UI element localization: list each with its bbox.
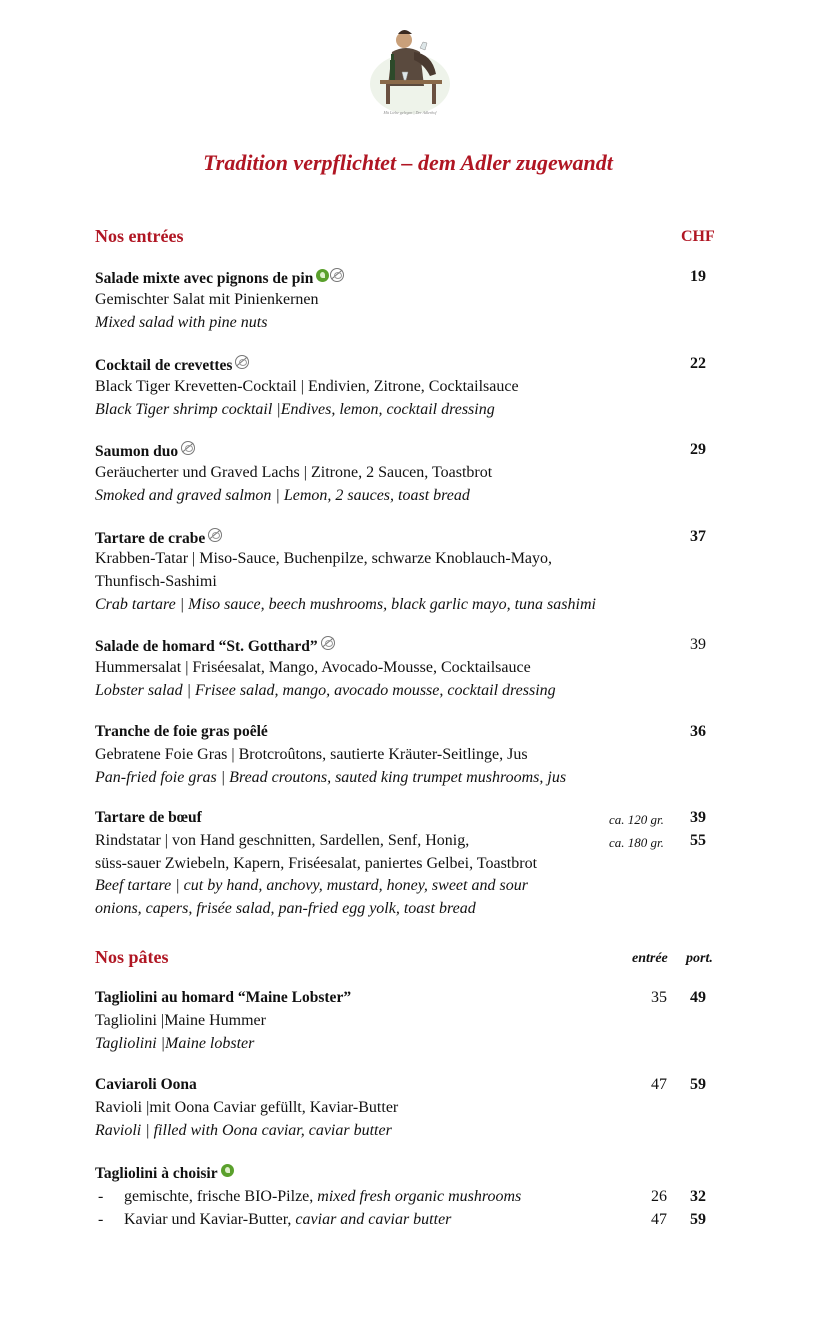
vegetarian-icon	[316, 269, 329, 282]
menu-item-description-en: Beef tartare | cut by hand, anchovy, mustard, honey, sweet and sour	[95, 877, 528, 894]
column-header-entree: entrée	[632, 951, 668, 966]
menu-item-description-de: Ravioli |mit Oona Caviar gefüllt, Kaviar-Butter	[95, 1099, 399, 1116]
section-heading-entrees: Nos entrées	[95, 226, 184, 246]
menu-item-description-en: Lobster salad | Frisee salad, mango, avocado mousse, cocktail dressing	[95, 682, 556, 699]
menu-item-price-small: 39	[690, 809, 706, 826]
menu-item-description-de: Black Tiger Krevetten-Cocktail | Endivien, Zitrone, Cocktailsauce	[95, 378, 519, 395]
portion-size-large: ca. 180 gr.	[609, 835, 664, 850]
menu-item-price: 39	[690, 636, 706, 653]
menu-item-description-de: Tagliolini |Maine Hummer	[95, 1012, 266, 1029]
menu-item-name: Caviaroli Oona	[95, 1076, 197, 1093]
menu-item-description-de-cont: süss-sauer Zwiebeln, Kapern, Friséesalat, paniertes Gelbei, Toastbrot	[95, 855, 538, 872]
page-title: Tradition verpflichtet – dem Adler zugewandt	[203, 150, 613, 175]
menu-item-description-en: Ravioli | filled with Oona caviar, caviar butter	[95, 1122, 392, 1139]
gluten-free-icon	[321, 636, 335, 650]
menu-item-name: Salade de homard “St. Gotthard”	[95, 636, 335, 656]
menu-item-name: Cocktail de crevettes	[95, 355, 249, 375]
option-price-entree: 47	[651, 1211, 667, 1228]
option-bullet: -	[98, 1211, 104, 1228]
option-price-port: 59	[690, 1211, 706, 1228]
menu-item-description-en: Smoked and graved salmon | Lemon, 2 sauces, toast bread	[95, 487, 470, 504]
logo-caption: Mit Liebe gelegen | Der Adlerhof	[383, 110, 437, 115]
menu-item-description-en: Pan-fried foie gras | Bread croutons, sauted king trumpet mushrooms, jus	[95, 769, 567, 786]
menu-item-description-de: Gebratene Foie Gras | Brotcroûtons, sautierte Kräuter-Seitlinge, Jus	[95, 746, 528, 763]
menu-item-name: Tagliolini au homard “Maine Lobster”	[95, 989, 352, 1006]
menu-item-price-port: 59	[690, 1076, 706, 1093]
option-bullet: -	[98, 1188, 104, 1205]
menu-item-description-en-cont: onions, capers, frisée salad, pan-fried egg yolk, toast bread	[95, 900, 476, 917]
option-price-port: 32	[690, 1188, 706, 1205]
option-price-entree: 26	[651, 1188, 667, 1205]
man-drinking-illustration-icon	[362, 22, 458, 122]
vegetarian-icon	[221, 1164, 234, 1177]
logo-illustration	[362, 22, 458, 122]
gluten-free-icon	[181, 441, 195, 455]
menu-item-description-en: Tagliolini |Maine lobster	[95, 1035, 255, 1052]
option-description: gemischte, frische BIO-Pilze, mixed fresh organic mushrooms	[124, 1188, 522, 1205]
currency-header: CHF	[681, 228, 715, 245]
portion-size-small: ca. 120 gr.	[609, 812, 664, 827]
menu-item-price: 19	[690, 268, 706, 285]
gluten-free-icon	[330, 268, 344, 282]
gluten-free-icon	[235, 355, 249, 369]
menu-item-price: 29	[690, 441, 706, 458]
menu-item-price: 37	[690, 528, 706, 545]
menu-item-description-en: Mixed salad with pine nuts	[95, 314, 268, 331]
menu-item-description-de: Hummersalat | Friséesalat, Mango, Avocado-Mousse, Cocktailsauce	[95, 659, 531, 676]
menu-item-name: Saumon duo	[95, 441, 195, 461]
menu-item-description-en: Crab tartare | Miso sauce, beech mushrooms, black garlic mayo, tuna sashimi	[95, 596, 596, 613]
menu-item-description-de-cont: Thunfisch-Sashimi	[95, 573, 217, 590]
menu-item-name: Tartare de crabe	[95, 528, 222, 548]
menu-item-price: 36	[690, 723, 706, 740]
menu-item-price-entree: 35	[651, 989, 667, 1006]
menu-item-description-de: Gemischter Salat mit Pinienkernen	[95, 291, 319, 308]
menu-item-description-de: Krabben-Tatar | Miso-Sauce, Buchenpilze, schwarze Knoblauch-Mayo,	[95, 550, 553, 567]
column-header-port: port.	[686, 951, 713, 966]
menu-item-price-port: 49	[690, 989, 706, 1006]
menu-item-price-entree: 47	[651, 1076, 667, 1093]
menu-item-description-de: Geräucherter und Graved Lachs | Zitrone, 2 Saucen, Toastbrot	[95, 464, 493, 481]
menu-item-name: Tartare de bœuf	[95, 809, 202, 826]
gluten-free-icon	[208, 528, 222, 542]
option-description: Kaviar und Kaviar-Butter, caviar and caviar butter	[124, 1211, 452, 1228]
menu-item-name: Tranche de foie gras poêlé	[95, 723, 268, 740]
menu-item-name: Salade mixte avec pignons de pin	[95, 268, 344, 288]
menu-item-description-de: Rindstatar | von Hand geschnitten, Sardellen, Senf, Honig,	[95, 832, 470, 849]
section-heading-pates: Nos pâtes	[95, 947, 169, 967]
menu-item-price: 22	[690, 355, 706, 372]
menu-item-name: Tagliolini à choisir	[95, 1164, 234, 1183]
menu-item-price-large: 55	[690, 832, 706, 849]
menu-item-description-en: Black Tiger shrimp cocktail |Endives, lemon, cocktail dressing	[95, 401, 495, 418]
